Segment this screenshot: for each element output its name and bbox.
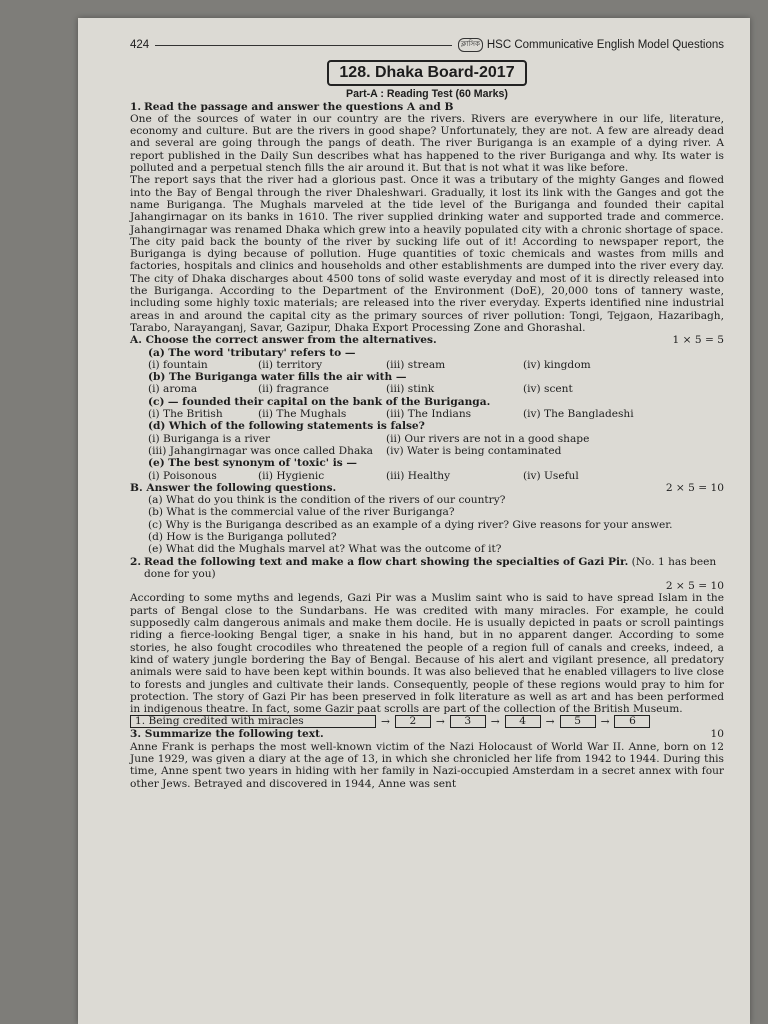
- arrow-icon: →: [600, 715, 610, 728]
- mcq-option: (iii) The Indians: [386, 408, 472, 421]
- question-number: 1.: [130, 100, 142, 113]
- question-text: Read the following text and make a flow chart showing the specialties of Gazi Pir.: [144, 555, 629, 568]
- passage-paragraph: One of the sources of water in our country are the rivers. Rivers are everywhere in our life, literature, economy and culture. But are the rivers in good shape? Unfortunately, they are not. A few are already dead and several are going through the pangs of death. The river Buriganga is an example of a dying river. A report published in the Daily Sun describes what has happened to the river Buriganga and why. Its water is polluted and a perpetual stench fills the air around it. But that is not what it was like before.: [130, 112, 724, 175]
- header-rule: [155, 45, 452, 46]
- mcq-option: (i) aroma: [148, 383, 198, 396]
- flow-box: 6: [614, 715, 650, 728]
- arrow-icon: →: [381, 715, 390, 728]
- passage-paragraph: According to some myths and legends, Gazi Pir was a Muslim saint who is said to have spread Islam in the parts of Bengal close to the Sundarbans. He was credited with many miracles. For example, he could supposedly calm dangerous animals and make them docile. He is usually depicted in paats or scroll paintings riding a fierce-looking Bengal tiger, a snake in his hand, but in no apparent danger. According to some stories, he also fought crocodiles who threatened the people of a region full of canals and creeks, indeed, a kind of watery jungle bordering the Bay of Bengal. Because of his alert and vigilant presence, all predatory animals were said to have been kept within bounds. It was also believed that he enabled villagers to live close to forests and jungles and cultivate their lands. Consequently, people of these regions would pray to him for protection. The story of Gazi Pir has been preserved in folk literature as well as art and has been performed in indigenous theatre. In fact, some Gazir paat scrolls are part of the collection of the British Museum.: [130, 592, 724, 716]
- mcq-option: (ii) Hygienic: [258, 469, 325, 482]
- question-2: [130, 556, 724, 581]
- mcq-options: [130, 383, 724, 395]
- mcq-option: (iii) stink: [386, 383, 435, 396]
- short-question: (e) What did the Mughals marvel at? What was the outcome of it?: [148, 543, 502, 556]
- mcq-option: (iii) stream: [386, 358, 446, 371]
- section-marks: 1 × 5 = 5: [672, 334, 724, 347]
- mcq-label: (d): [148, 420, 166, 433]
- section-a-heading: [130, 334, 724, 346]
- mcq-options: [130, 408, 724, 420]
- arrow-icon: →: [490, 715, 500, 728]
- arrow-icon: →: [435, 715, 445, 728]
- mcq-option: (ii) fragrance: [258, 383, 329, 396]
- mcq-stem: The best synonym of 'toxic' is —: [168, 457, 357, 470]
- mcq-option: (iii) Jahangirnagar was once called Dhaka: [148, 444, 373, 457]
- short-question: (a) What do you think is the condition of the rivers of our country?: [148, 494, 506, 507]
- exam-title: 128. Dhaka Board-2017: [327, 60, 526, 86]
- mcq-option: (iii) Healthy: [386, 469, 451, 482]
- mcq-item: [130, 347, 724, 359]
- section-title: Choose the correct answer from the alternatives.: [145, 334, 437, 347]
- section-title: Answer the following questions.: [146, 481, 337, 494]
- question-number: 2.: [130, 555, 142, 568]
- passage-paragraph: The city paid back the bounty of the river by sucking life out of it! According to newspaper report, the Buriganga is dying because of pollution. Huge quantities of toxic chemicals and wastes from mills and factories, hospitals and clinics and households and other establishments are dumped into the river every day. The city of Dhaka discharges about 4500 tons of solid waste everyday and most of it is directly released into the Buriganga. According to the Department of the Environment (DoE), 20,000 tons of tannery waste, including some highly toxic materials; are released into the river everyday. Experts identified nine industrial areas in and around the capital city as the primary sources of river pollution: Tongi, Tejgaon, Hazaribagh, Tarabo, Narayanganj, Savar, Gazipur, Dhaka Export Processing Zone and Ghorashal.: [130, 235, 724, 334]
- mcq-label: (b): [148, 371, 166, 384]
- mcq-option: (i) fountain: [148, 358, 208, 371]
- mcq-stem: The word 'tributary' refers to —: [168, 346, 356, 359]
- page-number: 424: [130, 39, 150, 51]
- mcq-item: [130, 396, 724, 408]
- mcq-option: (ii) territory: [258, 358, 323, 371]
- mcq-item: [130, 420, 724, 432]
- mcq-label: (c): [148, 395, 165, 408]
- mcq-option: (iv) Useful: [523, 469, 579, 482]
- mcq-item: [130, 457, 724, 469]
- section-label: B.: [130, 481, 143, 494]
- short-question: (c) Why is the Buriganga described as an example of a dying river? Give reasons for your answer.: [148, 518, 673, 531]
- mcq-options: [130, 470, 724, 482]
- section-label: A.: [130, 334, 142, 347]
- question-marks: 10: [710, 728, 724, 741]
- flow-chart: [130, 715, 724, 728]
- short-question: (b) What is the commercial value of the river Buriganga?: [148, 506, 455, 519]
- mcq-option: (i) Poisonous: [148, 469, 217, 482]
- title-wrap: [130, 60, 724, 86]
- part-heading: Part-A : Reading Test (60 Marks): [346, 88, 508, 101]
- publisher-logo: ক্লাসিক: [458, 38, 483, 52]
- section-marks: 2 × 5 = 10: [665, 481, 724, 494]
- question-text: Read the passage and answer the questions A and B: [144, 100, 454, 113]
- question-note: (No. 1 has been done for you): [144, 555, 717, 580]
- mcq-label: (a): [148, 346, 165, 359]
- mcq-option: (i) Buriganga is a river: [148, 432, 271, 445]
- passage-paragraph: The report says that the river had a glorious past. Once it was a tributary of the mighty Ganges and flowed into the Bay of Bengal through the river Dhaleshwari. Gradually, it lost its link with the Ganges and got the name Buriganga. The Mughals marveled at the tide level of the Buriganga and founded their capital Jahangirnagar on its banks in 1610. The river supplied drinking water and supported trade and commerce. Jahangirnagar was renamed Dhaka which grew into a heavily populated city with a chronic shortage of space.: [130, 174, 724, 236]
- question-1: [130, 101, 724, 113]
- mcq-option: (ii) Our rivers are not in a good shape: [386, 432, 590, 445]
- mcq-option: (ii) The Mughals: [258, 408, 347, 421]
- short-question: (d) How is the Buriganga polluted?: [148, 530, 337, 543]
- question-3: [130, 728, 724, 740]
- flow-box: 5: [560, 715, 596, 728]
- question-number: 3.: [130, 728, 142, 741]
- mcq-stem: The Buriganga water fills the air with —: [168, 371, 407, 384]
- mcq-option: (iv) kingdom: [523, 358, 591, 371]
- question-text: Summarize the following text.: [144, 728, 324, 741]
- section-b-heading: [130, 482, 724, 494]
- flow-box: 3: [450, 715, 486, 728]
- mcq-option: (i) The British: [148, 408, 223, 421]
- mcq-option: (iv) The Bangladeshi: [523, 408, 634, 421]
- arrow-icon: →: [545, 715, 555, 728]
- mcq-options: [130, 433, 724, 458]
- mcq-option: (iv) scent: [523, 383, 573, 396]
- flow-box: 2: [395, 715, 431, 728]
- mcq-option: (iv) Water is being contaminated: [386, 444, 562, 457]
- passage-paragraph: Anne Frank is perhaps the most well-known victim of the Nazi Holocaust of World War II. Anne, born on 12 June 1929, was given a diary at the age of 13, in which she chronicled her life from 1942 to 1944. During this time, Anne spent two years in hiding with her family in Nazi-occupied Amsterdam in a secret annex with four other Jews. Betrayed and discovered in 1944, Anne was sent: [130, 740, 724, 790]
- mcq-stem: — founded their capital on the bank of the Buriganga.: [167, 395, 491, 408]
- mcq-label: (e): [148, 457, 165, 470]
- page-content: [130, 38, 724, 790]
- flow-box: 4: [505, 715, 541, 728]
- mcq-stem: Which of the following statements is false?: [168, 420, 425, 433]
- book-title: HSC Communicative English Model Questions: [486, 39, 724, 51]
- page-header: [130, 38, 724, 52]
- question-marks: 2 × 5 = 10: [665, 580, 724, 593]
- mcq-item: [130, 371, 724, 383]
- mcq-options: [130, 359, 724, 371]
- flow-box: 1. Being credited with miracles: [130, 715, 376, 728]
